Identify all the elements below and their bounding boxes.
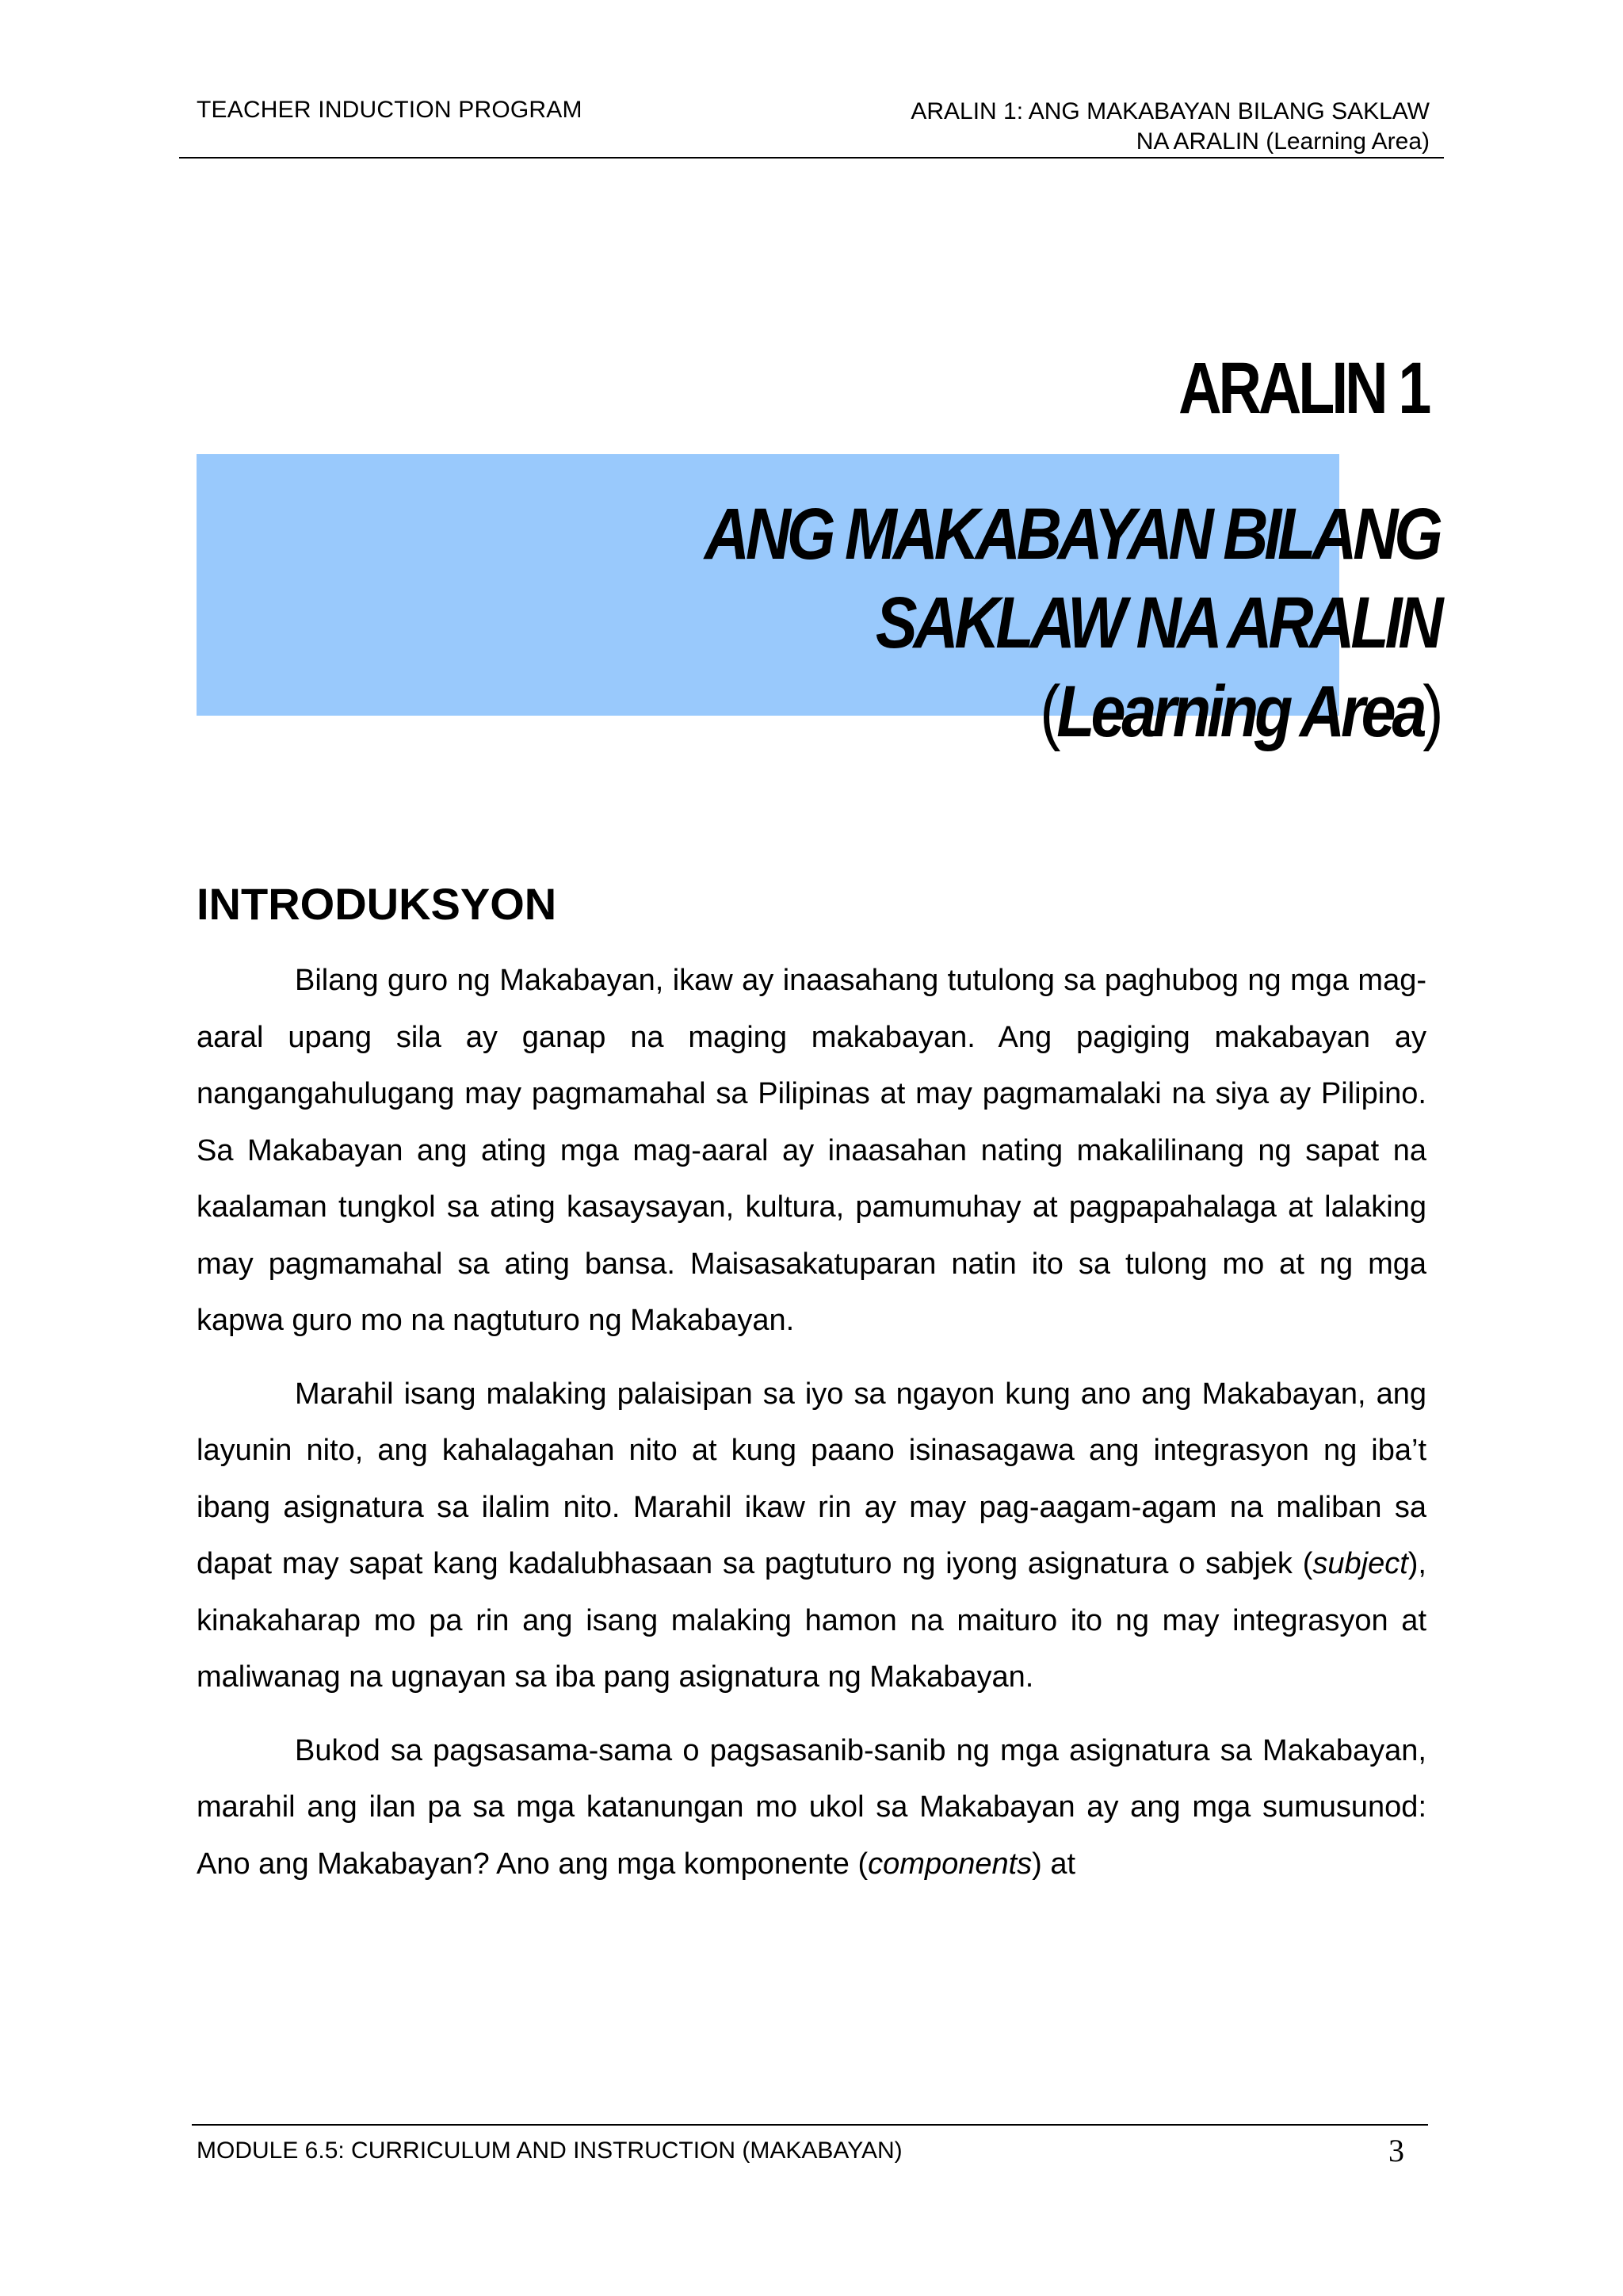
paragraph-2: Marahil isang malaking palaisipan sa iyo sa ngayon kung ano ang Makabayan, ang layunin nito, ang kahalagahan nito at kung paano isinasagawa ang integrasyon ng iba’t ibang asignatura sa ilalim nito. Marahil ikaw rin ay may pag-aagam-agam na maliban sa dapat may sapat kang kadalubhasaan sa pagtuturo ng iyong asignatura o sabjek (subject), kinakaharap mo pa rin ang isang malaking hamon na maituro ito ng may integrasyon at maliwanag na ugnayan sa iba pang asignatura ng Makabayan. xyxy=(197,1377,1426,1694)
emphasis-components: components xyxy=(868,1847,1033,1881)
footer-module: MODULE 6.5: CURRICULUM AND INSTRUCTION (MAKABAYAN) xyxy=(197,2137,903,2164)
body-text xyxy=(197,953,1426,1909)
lesson-title-line1: ANG MAKABAYAN BILANG xyxy=(705,494,1439,575)
lesson-title-line2: SAKLAW NA ARALIN xyxy=(875,583,1439,663)
header-rule xyxy=(179,157,1444,159)
paragraph-1: Bilang guro ng Makabayan, ikaw ay inaasahang tutulong sa paghubog ng mga mag-aaral upang sila ay ganap na maging makabayan. Ang pagiging makabayan ay nangangahulugang may pagmamahal sa Pilipinas at may pagmamalaki na siya ay Pilipino. Sa Makabayan ang ating mga mag-aaral ay inaasahan nating makalilinang ng sapat na kaalaman tungkol sa ating kasaysayan, kultura, pamumuhay at pagpapahalaga at lalaking may pagmamahal sa ating bansa. Maisasakatuparan natin ito sa tulong mo at ng mga kapwa guro mo na nagtuturo ng Makabayan. xyxy=(197,964,1426,1337)
emphasis-subject: subject xyxy=(1312,1547,1408,1580)
lesson-title-line3: Learning Area xyxy=(1056,671,1423,752)
lesson-title-close-paren: ) xyxy=(1422,671,1439,752)
page-number: 3 xyxy=(1388,2133,1404,2168)
header-lesson-title xyxy=(812,97,1430,157)
paragraph-3: Bukod sa pagsasama-sama o pagsasanib-sanib ng mga asignatura sa Makabayan, marahil ang ilan pa sa mga katanungan mo ukol sa Makabayan ay ang mga sumusunod: Ano ang Makabayan? Ano ang mga komponente (components) at xyxy=(197,1733,1426,1881)
lesson-number: ARALIN 1 xyxy=(1178,348,1428,429)
lesson-title xyxy=(409,490,1439,756)
lesson-title-open-paren: ( xyxy=(1039,671,1056,752)
section-heading: INTRODUKSYON xyxy=(197,879,557,929)
footer-rule xyxy=(192,2124,1428,2126)
header-lesson-line2: NA ARALIN (Learning Area) xyxy=(1136,128,1430,155)
header-program: TEACHER INDUCTION PROGRAM xyxy=(197,97,582,123)
header-lesson-line1: ARALIN 1: ANG MAKABAYAN BILANG SAKLAW xyxy=(911,98,1430,124)
